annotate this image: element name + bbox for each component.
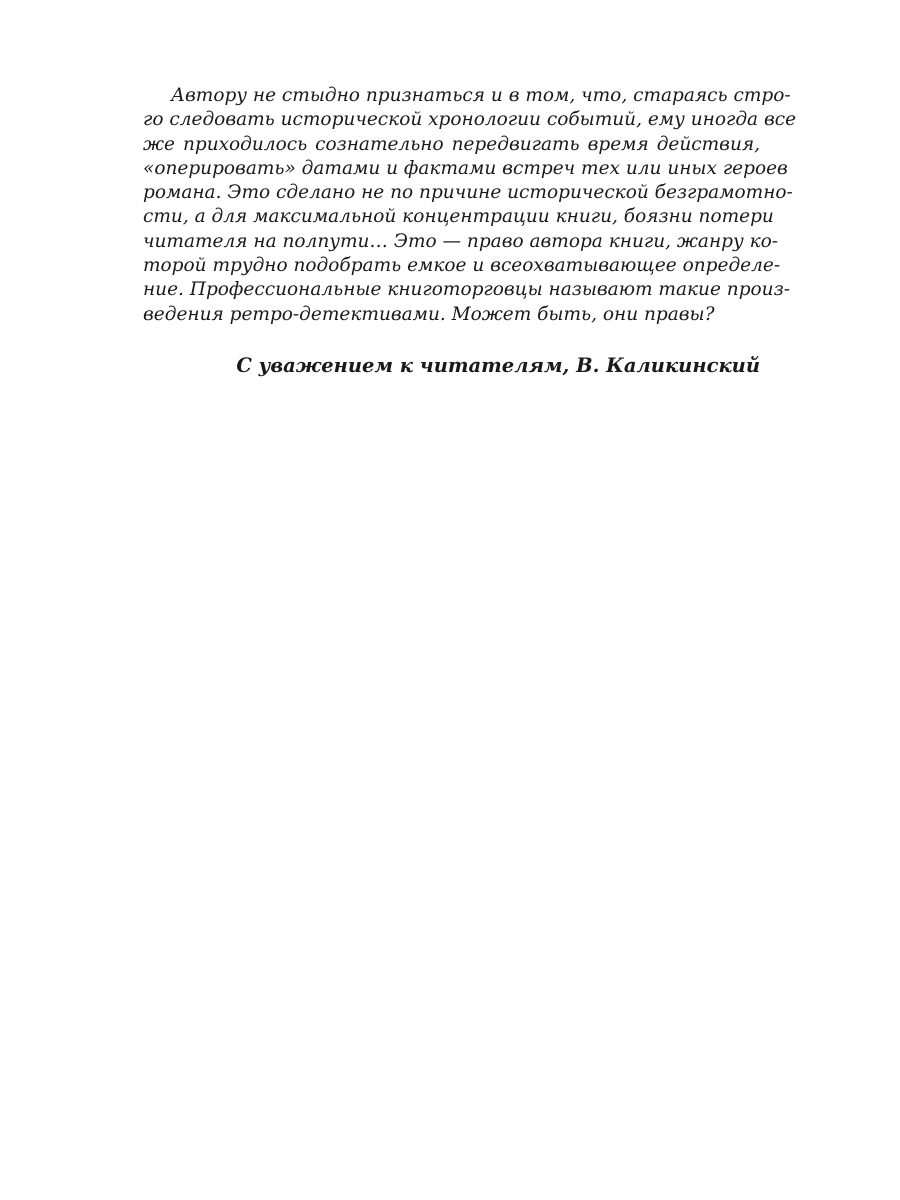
paragraph-line: сти, а для максимальной концентрации книги, боязни потери	[143, 206, 774, 228]
paragraph-line: читателя на полпути… Это — право автора книги, жанру ко-	[143, 230, 779, 252]
paragraph-line: романа. Это сделано не по причине исторической безграмотно-	[143, 182, 793, 204]
body-paragraph	[143, 84, 797, 327]
page-content	[143, 84, 797, 378]
paragraph-line: торой трудно подобрать емкое и всеохватывающее определе-	[143, 255, 781, 277]
paragraph-line: ние. Профессиональные книготорговцы называют такие произ-	[143, 279, 790, 301]
paragraph-line: же приходилось сознательно передвигать время действия,	[143, 133, 760, 155]
paragraph-line: Автору не стыдно признаться и в том, что, стараясь стро-	[171, 85, 791, 106]
author-signature: С уважением к читателям, В. Каликинский	[236, 353, 760, 377]
paragraph-line: ведения ретро-детективами. Может быть, они правы?	[143, 303, 715, 325]
paragraph-line: го следовать исторической хронологии событий, ему иногда все	[143, 109, 797, 131]
paragraph-line: «оперировать» датами и фактами встреч тех или иных героев	[143, 157, 788, 179]
